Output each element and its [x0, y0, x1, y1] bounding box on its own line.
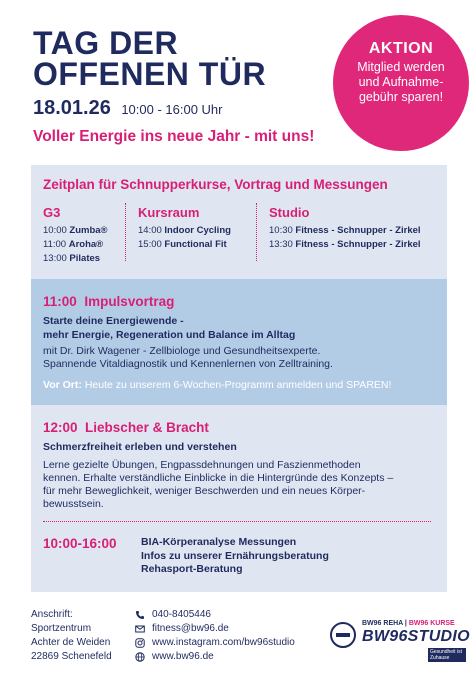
contact-block [135, 608, 295, 664]
room-name: Kursraum [138, 205, 200, 220]
room-name: Studio [269, 205, 310, 220]
event-date: 18.01.26 [33, 97, 111, 119]
globe-icon [135, 652, 145, 662]
list-item: BIA-Körperanalyse Messungen [141, 536, 297, 548]
logo-emblem [330, 622, 356, 648]
badge-heading: AKTION [368, 40, 434, 57]
mail-icon [135, 624, 145, 634]
instagram-icon [135, 638, 145, 648]
vortrag-heading [43, 294, 174, 309]
address-line: Sportzentrum [31, 623, 92, 634]
contact-website[interactable] [135, 650, 295, 664]
vortrag-subtitle-line-1: Starte deine Energiewende - [43, 315, 184, 327]
item-time: 10:00 [43, 225, 67, 236]
schedule-item [269, 224, 421, 238]
liebscher-text-line-3: für mehr Beweglichkeit, weniger Beschwerden und ein neues Körper- [43, 485, 366, 497]
contact-phone[interactable] [135, 608, 295, 622]
item-name: Functional Fit [164, 239, 227, 250]
item-name: Indoor Cycling [164, 225, 231, 236]
contact-instagram[interactable] [135, 636, 295, 650]
logo-top-line: BW96 REHA | BW96 KURSE [362, 620, 455, 627]
vortrag-subtitle [43, 314, 295, 342]
room-name: G3 [43, 205, 61, 220]
schedule-item [43, 238, 108, 252]
liebscher-heading [43, 420, 209, 435]
all-day-list [141, 536, 329, 577]
vortrag-description [43, 345, 333, 371]
address-line: Achter de Weiden [31, 637, 111, 648]
address-line: 22869 Schenefeld [31, 651, 112, 662]
schedule-item [269, 238, 421, 252]
contact-text: fitness@bw96.de [152, 623, 229, 634]
liebscher-text-line-2: kennen. Erhalte verständliche Einblicke in die Hintergründe des Konzepts – [43, 472, 394, 484]
list-item: Infos zu unserer Ernährungsberatung [141, 549, 329, 562]
vor-ort-text: Heute zu unserem 6-Wochen-Programm anmelden und SPAREN! [84, 379, 392, 391]
schedule-column-studio [269, 205, 421, 252]
logo-tagline: Gesundheit ist Zuhause [428, 648, 466, 662]
section-divider [43, 521, 431, 522]
logo-wordmark: BW96STUDIO [362, 628, 470, 645]
item-time: 15:00 [138, 239, 162, 250]
page-title [33, 25, 267, 92]
schedule-item [138, 224, 231, 238]
vor-ort-note [43, 379, 391, 391]
item-time: 13:00 [43, 253, 67, 264]
schedule-column-kursraum [138, 205, 231, 252]
item-name: Zumba® [69, 225, 108, 236]
liebscher-time: 12:00 [43, 420, 78, 435]
liebscher-description [43, 459, 438, 511]
vor-ort-label: Vor Ort: [43, 379, 82, 391]
item-name: Pilates [69, 253, 101, 264]
badge-line-3: gebühr sparen! [358, 90, 444, 104]
liebscher-subtitle: Schmerzfreiheit erleben und verstehen [43, 441, 237, 453]
item-name: Fitness - Schnupper - Zirkel [295, 225, 421, 236]
address-line: Anschrift: [31, 609, 73, 620]
badge-text [333, 60, 469, 105]
contact-text: www.bw96.de [152, 651, 214, 662]
phone-icon [135, 610, 145, 620]
schedule-panel [31, 165, 447, 279]
schedule-heading: Zeitplan für Schnupperkurse, Vortrag und Messungen [43, 177, 388, 192]
contact-mail[interactable] [135, 622, 295, 636]
item-name: Aroha® [68, 239, 104, 250]
column-divider [125, 203, 126, 261]
vortrag-title: Impulsvortrag [84, 294, 175, 309]
contact-text: www.instagram.com/bw96studio [152, 637, 295, 648]
vortrag-text-line-1: mit Dr. Dirk Wagener - Zellbiologe und Gesundheitsexperte. [43, 345, 321, 357]
bw96-logo [330, 618, 470, 661]
schedule-item [43, 224, 108, 238]
item-time: 13:30 [269, 239, 293, 250]
vortrag-text-line-2: Spannende Vitaldiagnostik und Kennenlernen von Zelltraining. [43, 358, 333, 370]
liebscher-title: Liebscher & Bracht [85, 420, 209, 435]
vortrag-time: 11:00 [43, 294, 77, 309]
badge-line-1: Mitglied werden [357, 60, 445, 74]
item-time: 14:00 [138, 225, 162, 236]
liebscher-text-line-4: bewusstsein. [43, 498, 104, 510]
liebscher-panel [31, 405, 447, 592]
schedule-item [138, 238, 231, 252]
vortrag-subtitle-line-2: mehr Energie, Regeneration und Balance im Alltag [43, 329, 296, 341]
date-line [33, 97, 223, 120]
logo-reha: BW96 REHA [362, 620, 403, 627]
all-day-time: 10:00-16:00 [43, 536, 117, 551]
title-line-1: TAG DER [33, 25, 179, 61]
address-block [31, 608, 112, 664]
title-line-2: OFFENEN TÜR [33, 56, 267, 92]
impulsvortrag-panel [31, 279, 447, 405]
schedule-column-g3 [43, 205, 108, 266]
item-time: 11:00 [43, 239, 67, 250]
event-time: 10:00 - 16:00 Uhr [121, 102, 223, 117]
logo-kurse: BW96 KURSE [408, 620, 455, 627]
contact-text: 040-8405446 [152, 609, 211, 620]
aktion-badge [333, 15, 469, 151]
badge-line-2: und Aufnahme- [358, 75, 444, 89]
liebscher-text-line-1: Lerne gezielte Übungen, Engpassdehnungen und Faszienmethoden [43, 459, 361, 471]
column-divider [256, 203, 257, 261]
tagline: Voller Energie ins neue Jahr - mit uns! [33, 128, 315, 145]
item-name: Fitness - Schnupper - Zirkel [295, 239, 421, 250]
item-time: 10:30 [269, 225, 293, 236]
list-item: Rehasport-Beratung [141, 563, 243, 575]
schedule-item [43, 252, 108, 266]
